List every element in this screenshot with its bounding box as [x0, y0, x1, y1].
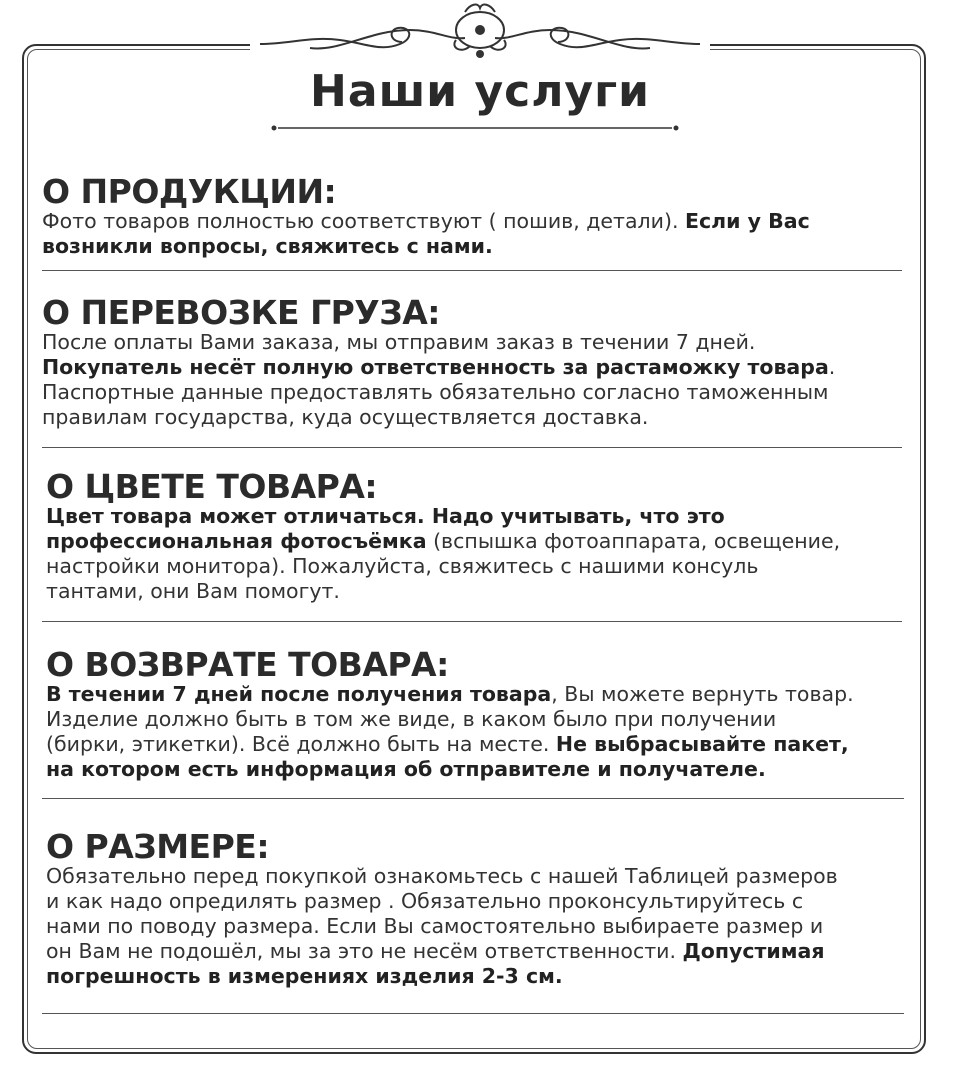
text-run: настройки монитора). Пожалуйста, свяжитесь с нашими консуль [46, 554, 759, 578]
text-line [42, 330, 912, 355]
bold-text: Покупатель несёт полную ответственность за растаможку товара [42, 355, 829, 379]
divider [42, 1013, 904, 1014]
bold-text: Допустимая [682, 939, 825, 963]
divider [42, 270, 902, 271]
bold-text: возникли вопросы, свяжитесь с нами. [42, 234, 493, 258]
text-run: (бирки, этикетки). Всё должно быть на месте. [46, 732, 556, 756]
section-returns [46, 646, 916, 782]
text-line [46, 732, 916, 757]
text-run: Обязательно перед покупкой ознакомьтесь с нашей Таблицей размеров [46, 864, 838, 888]
text-run: тантами, они Вам помогут. [46, 579, 340, 603]
bold-text: профессиональная фотосъёмка [46, 529, 427, 553]
bold-text: Не выбрасывайте пакет, [555, 732, 849, 756]
text-line [42, 405, 912, 430]
section-body [46, 504, 916, 604]
section-heading: О ЦВЕТЕ ТОВАРА: [46, 467, 378, 506]
text-run: и как надо опредилять размер . Обязательно проконсультируйтесь с [46, 889, 804, 913]
text-line [42, 209, 912, 234]
divider [42, 621, 902, 622]
section-body [42, 209, 912, 259]
text-run: нами по поводу размера. Если Вы самостоятельно выбираете размер и [46, 914, 824, 938]
bold-text: Цвет товара может отличаться. Надо учитывать, что это [46, 504, 725, 528]
section-heading: О ВОЗВРАТЕ ТОВАРА: [46, 645, 449, 684]
text-run: . [828, 355, 836, 379]
text-line [46, 579, 916, 604]
text-line [46, 889, 916, 914]
bold-text: Если у Вас [685, 209, 810, 233]
text-run: (вспышка фотоаппарата, освещение, [426, 529, 841, 553]
text-line [46, 964, 916, 989]
text-run: Фото товаров полностью соответствуют ( пошив, детали). [42, 209, 686, 233]
title-underline [270, 124, 680, 132]
divider [42, 447, 902, 448]
text-run: Паспортные данные предоставлять обязательно согласно таможенным [42, 380, 829, 404]
text-run: , Вы можете вернуть товар. [551, 682, 854, 706]
text-run: он Вам не подошёл, мы за это не несём ответственности. [46, 939, 683, 963]
text-line [46, 529, 916, 554]
decorative-ornament [250, 0, 710, 62]
section-heading: О ПРОДУКЦИИ: [42, 172, 337, 211]
text-line [46, 504, 916, 529]
section-size [46, 828, 916, 989]
bold-text: В течении 7 дней после получения товара [46, 682, 552, 706]
text-line [46, 707, 916, 732]
text-line [42, 355, 912, 380]
text-line [46, 914, 916, 939]
section-color [46, 468, 916, 604]
text-line [42, 380, 912, 405]
section-heading: О РАЗМЕРЕ: [46, 827, 270, 866]
section-shipping [42, 294, 912, 430]
section-body [46, 864, 916, 989]
divider [42, 798, 904, 799]
text-line [46, 939, 916, 964]
text-run: Изделие должно быть в том же виде, в каком было при получении [46, 707, 777, 731]
text-line [46, 682, 916, 707]
bold-text: погрешность в измерениях изделия 2-3 см. [46, 964, 563, 988]
section-body [46, 682, 916, 782]
section-heading: О ПЕРЕВОЗКЕ ГРУЗА: [42, 293, 440, 332]
text-line [46, 864, 916, 889]
text-line [42, 234, 912, 259]
bold-text: на котором есть информация об отправителе и получателе. [46, 757, 766, 781]
page-title: Наши услуги [310, 66, 650, 117]
section-products [42, 173, 912, 259]
text-line [46, 757, 916, 782]
text-run: После оплаты Вами заказа, мы отправим заказ в течении 7 дней. [42, 330, 756, 354]
section-body [42, 330, 912, 430]
text-line [46, 554, 916, 579]
text-run: правилам государства, куда осуществляется доставка. [42, 405, 649, 429]
